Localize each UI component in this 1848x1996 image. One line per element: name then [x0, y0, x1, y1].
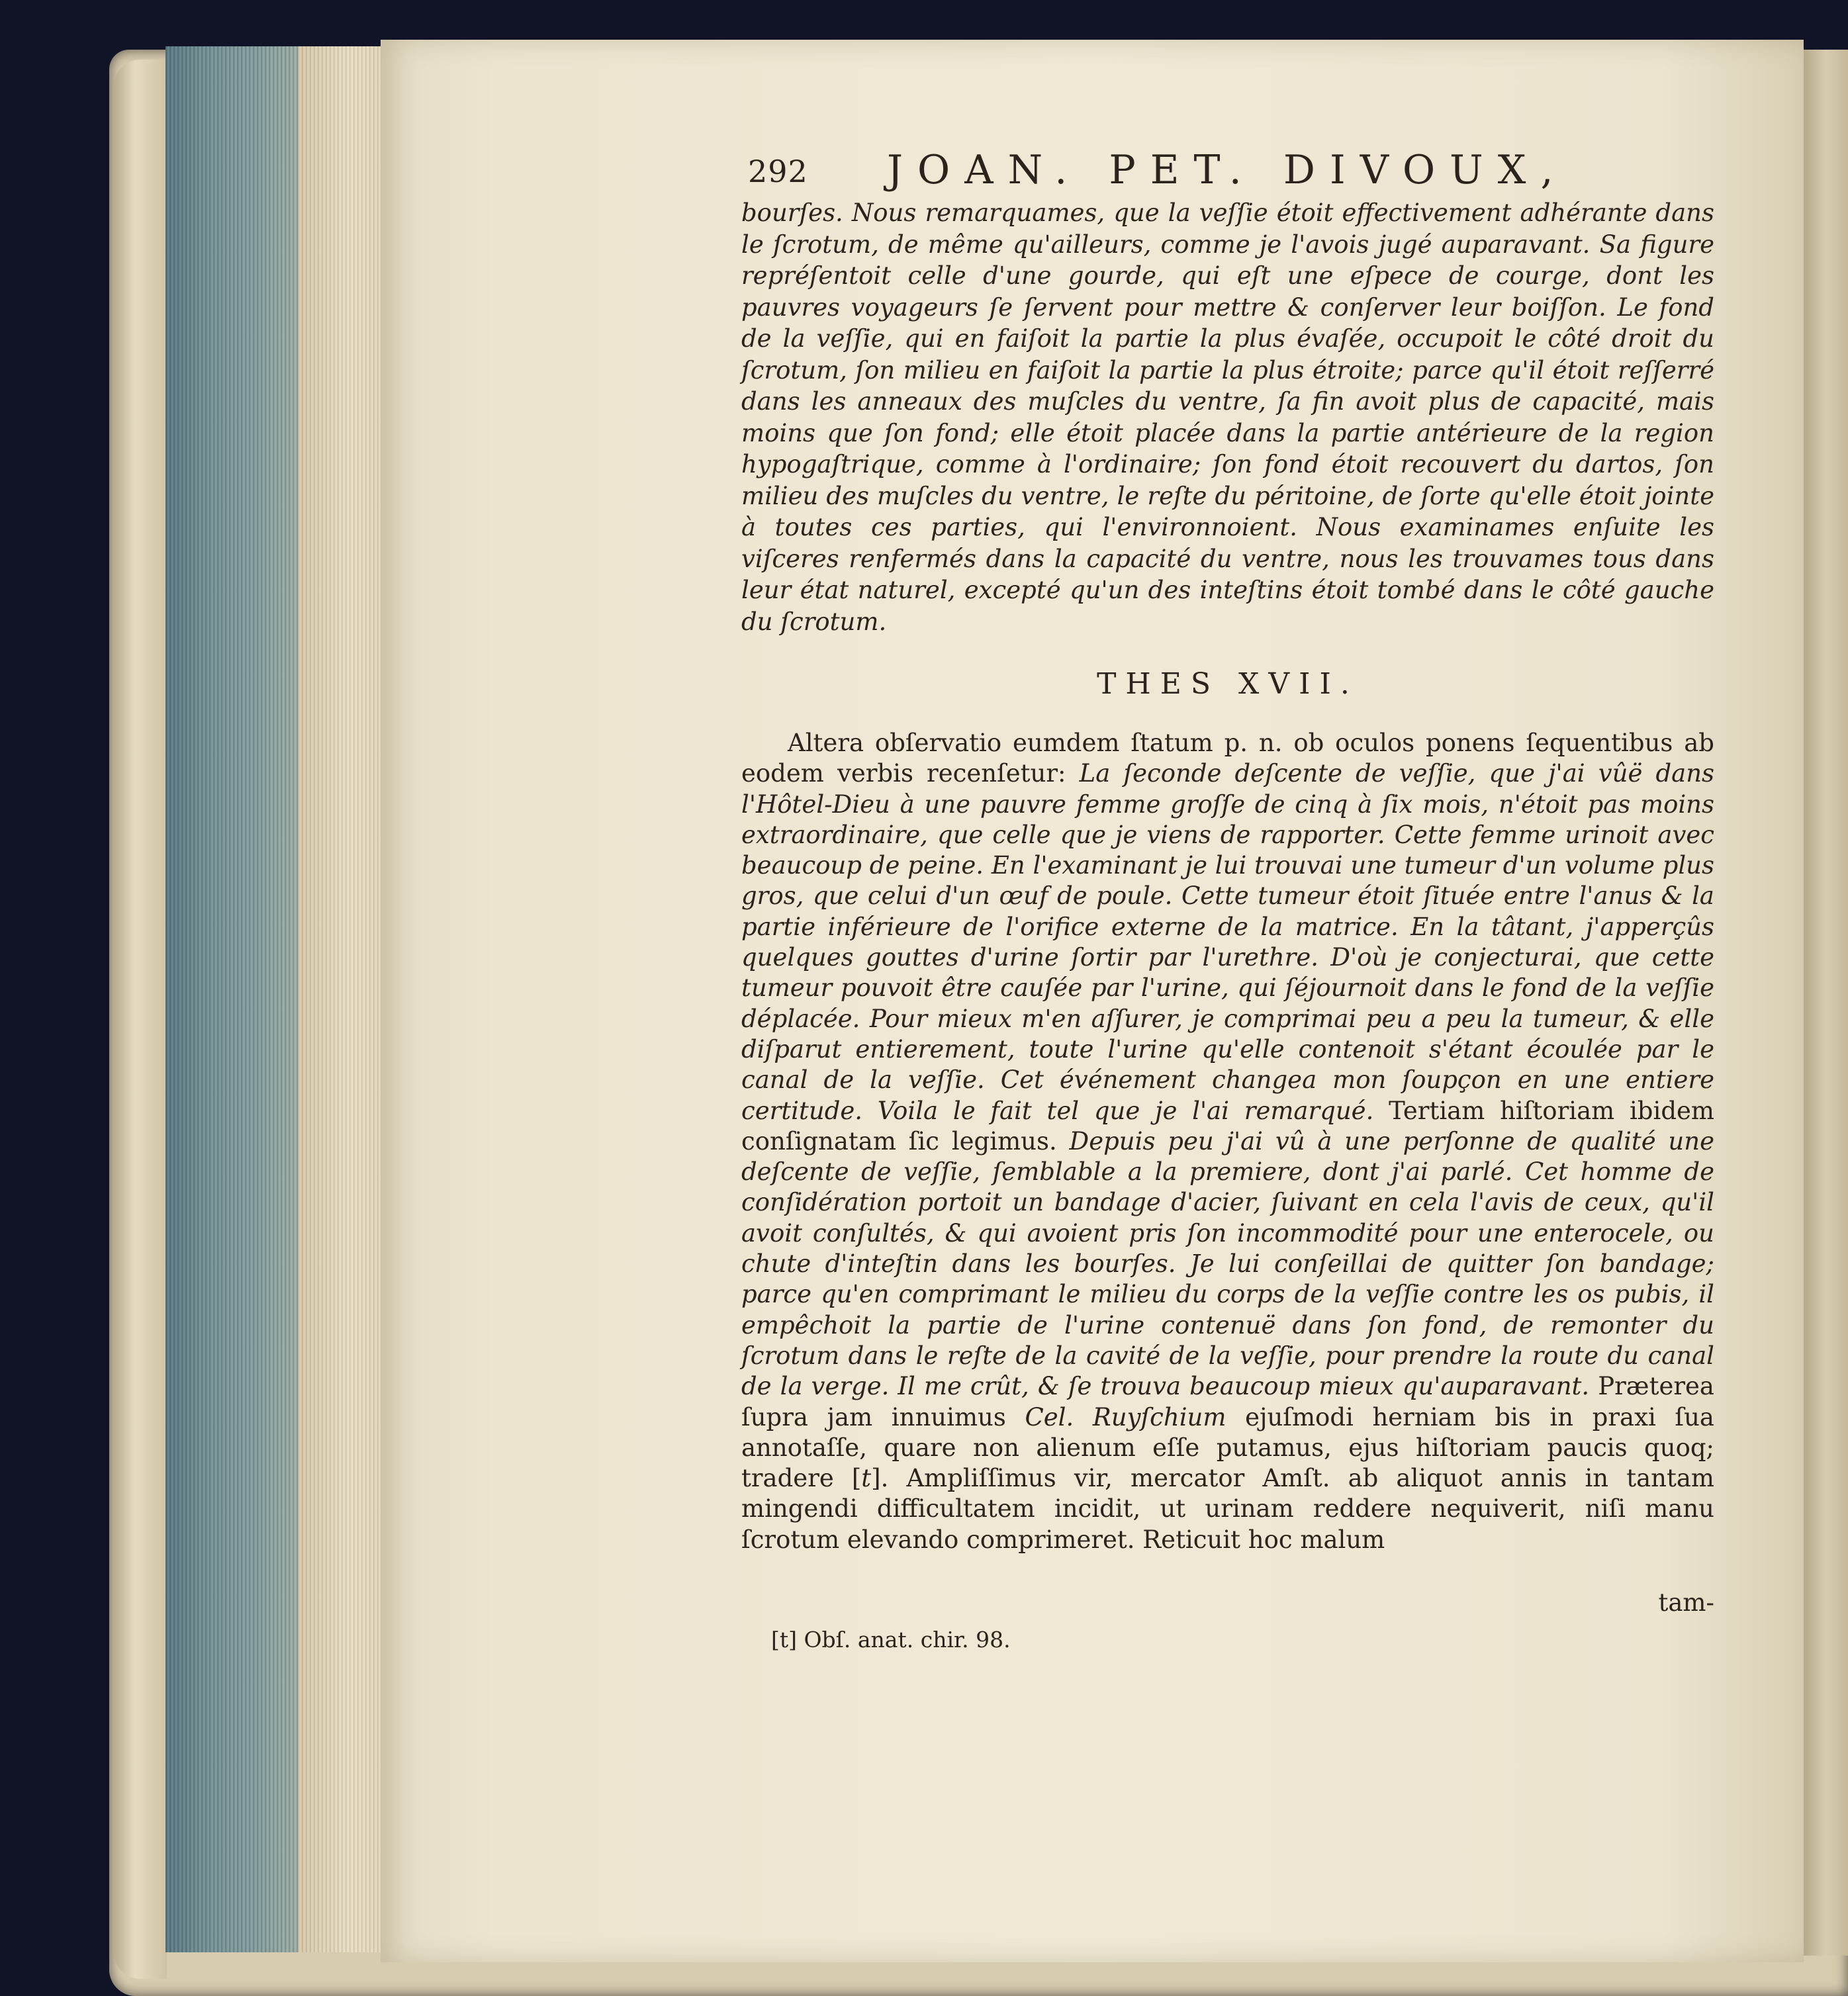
facing-page-edge — [1804, 50, 1848, 1956]
latin-text-3: ]. Ampliſſimus vir, mercator Amſt. ab aliquot annis in tantam mingendi difficultatem incidit, ut urinam reddere nequiverit, niſi manu ſcrotum elevando comprimeret. Reticuit hoc malum — [741, 1464, 1714, 1554]
latin-text-1: Præterea ſupra jam innuimus — [741, 1372, 1714, 1431]
latin-text-2: ejuſmodi herniam bis in praxi ſua annotaſſe, quare non alienum eſſe putamus, ejus hiſtoriam paucis quoq; tradere [ — [741, 1402, 1714, 1493]
paragraph-french-continued: bourſes. Nous remarquames, que la veſſie étoit effectivement adhérante dans le ſcrotum, de même qu'ailleurs, comme je l'avois jugé auparavant. Sa figure repréſentoit celle d'une gourde, qui eſt une eſpece de courge, dont les pauvres voyageurs ſe ſervent pour mettre & conſerver leur boiſſon. Le fond de la veſſie, qui en faiſoit la partie la plus évaſée, occupoit le côté droit du ſcrotum, ſon milieu en faiſoit la partie la plus étroite; parce qu'il étoit reſſerré dans les anneaux des muſcles du ventre, ſa fin avoit plus de capacité, mais moins que ſon fond; elle étoit placée dans la partie antérieure de la region hypogaſtrique, comme à l'ordinaire; ſon fond étoit recouvert du dartos, ſon milieu des muſcles du ventre, le reſte du péritoine, de ſorte qu'elle étoit jointe à toutes ces parties, qui l'environnoient. Nous examinames enſuite les viſceres renfermés dans la capacité du ventre, nous les trouvames tous dans leur état naturel, excepté qu'un des inteſtins étoit tombé dans le côté gauche du ſcrotum. — [741, 199, 1714, 636]
author-name: Cel. Ruyſchium — [1025, 1402, 1226, 1431]
french-quote-2: Depuis peu j'ai vû à une perſonne de qualité une deſcente de veſſie, ſemblable a la premiere, dont j'ai parlé. Cet homme de conſidération portoit un bandage d'acier, ſuivant en cela l'avis de ceux, qu'il avoit conſultés, & qui avoient pris ſon incommodité pour une enterocele, ou chute d'inteſtin dans les bourſes. Je lui conſeillai de quitter ſon bandage; parce qu'en comprimant le milieu du corps de la veſſie contre les os pubis, il empêchoit la partie de l'urine contenuë dans ſon fond, de remonter du ſcrotum dans le reſte de la cavité de la veſſie, pour prendre la route du canal de la verge. Il me crût, & ſe trouva beaucoup mieux qu'auparavant. — [741, 1126, 1714, 1401]
book-spine — [114, 60, 167, 1979]
french-quote-1: La ſeconde deſcente de veſſie, que j'ai vûë dans l'Hôtel-Dieu à une pauvre femme groſſe de cinq à ſix mois, n'étoit pas moins extraordinaire, que celle que je viens de rapporter. Cette femme urinoit avec beaucoup de peine. En l'examinant je lui trouvai une tumeur d'un volume plus gros, que celui d'un œuf de poule. Cette tumeur étoit ſituée entre l'anus & la partie inférieure de l'orifice externe de la matrice. En la tâtant, j'apperçûs quelques gouttes d'urine ſortir par l'urethre. D'où je conjecturai, que cette tumeur pouvoit être cauſée par l'urine, qui ſéjournoit dans le fond de la veſſie déplacée. Pour mieux m'en aſſurer, je comprimai peu a peu la tumeur, & elle diſparut entierement, toute l'urine qu'elle contenoit s'étant écoulée par le canal de la veſſie. Cet événement changea mon ſoupçon en une entiere certitude. Voila le fait tel que je l'ai remarqué. — [741, 759, 1715, 1125]
page-header — [748, 147, 1714, 193]
page-number: 292 — [748, 154, 808, 189]
paragraph-thesis-17 — [741, 728, 1714, 1555]
latin-transition: Tertiam hiſtoriam ibidem conſignatam ſic legimus. — [741, 1096, 1714, 1156]
catchword: tam- — [1658, 1588, 1714, 1617]
latin-intro: Altera obſervatio eumdem ſtatum p. n. ob oculos ponens ſequentibus ab eodem verbis recenſetur: — [741, 729, 1714, 788]
running-head: JOAN. PET. DIVOUX, — [887, 147, 1568, 193]
footnote: [t] Obſ. anat. chir. 98. — [771, 1627, 1011, 1653]
footnote-marker: t — [861, 1464, 872, 1493]
section-heading: THES XVII. — [1097, 667, 1359, 701]
page-fore-edge-inner — [298, 46, 384, 1952]
page-fore-edge — [165, 46, 298, 1952]
